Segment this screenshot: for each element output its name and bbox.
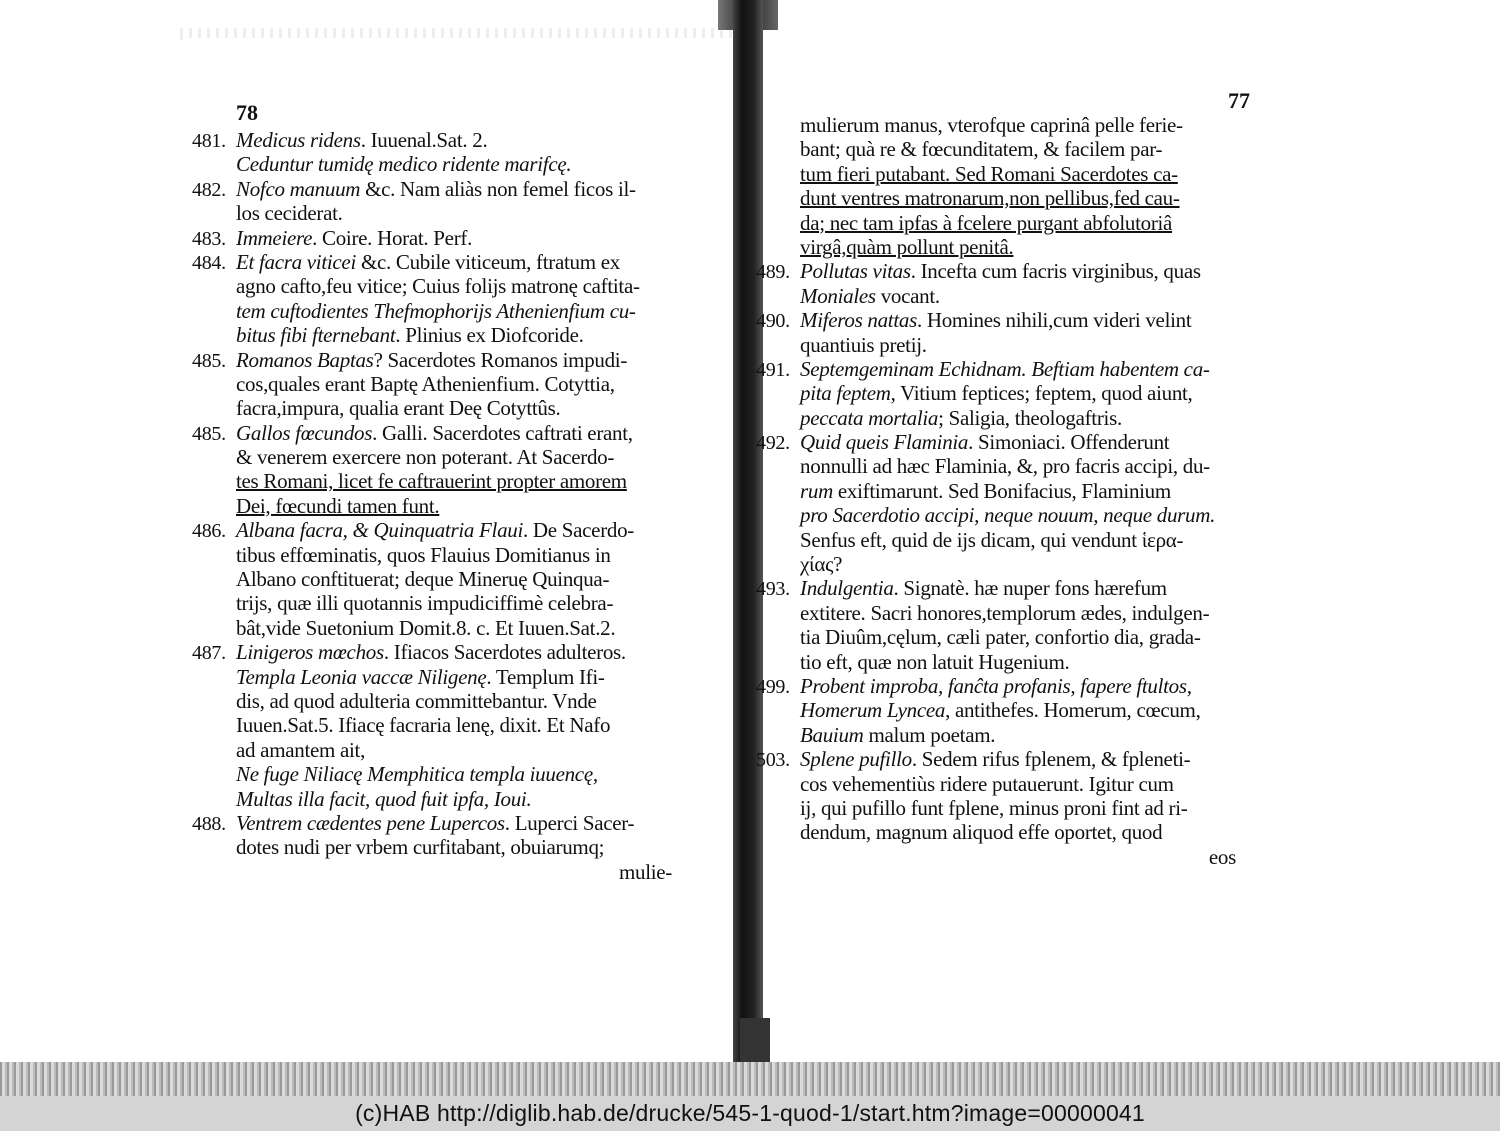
- lemma-italic: Albana facra, & Quinquatria Flaui: [236, 518, 524, 543]
- text-line: [756, 333, 1276, 357]
- text-line: [756, 674, 1276, 698]
- line-text: . Ifiacos Sacerdotes adulteros.: [383, 640, 626, 665]
- text-line: [756, 772, 1276, 796]
- line-text: & venerem exercere non poterant. At Sacerdo-: [236, 445, 615, 470]
- left-page-number: 78: [236, 100, 258, 125]
- text-line: [756, 576, 1276, 600]
- lemma-italic: Pollutas vitas: [800, 259, 911, 284]
- text-line: [756, 406, 1276, 430]
- lemma-italic: Linigeros mœchos: [236, 640, 384, 665]
- lemma-italic: Bauium: [800, 722, 864, 747]
- text-line: [192, 787, 712, 811]
- text-line: [756, 211, 1276, 235]
- line-text: Dei, fœcundi tamen funt.: [236, 493, 440, 518]
- right-page-number: 77: [1228, 88, 1250, 113]
- line-text: agno cafto,feu vitice; Cuius folijs matronę caftita-: [236, 274, 640, 299]
- text-line: [756, 162, 1276, 186]
- text-line: [192, 567, 712, 591]
- text-line: [756, 284, 1276, 308]
- text-line: [756, 723, 1276, 747]
- right-text-column: [756, 113, 1276, 869]
- text-line: [756, 259, 1276, 283]
- line-text: da; nec tam ipfas à fcelere purgant abfolutoriâ: [800, 210, 1173, 235]
- text-line: [756, 113, 1276, 137]
- line-text: nonnulli ad hæc Flaminia, &, pro facris accipi, du-: [800, 454, 1210, 479]
- text-line: [192, 323, 712, 347]
- line-text: cos vehementiùs ridere putauerunt. Igitur cum: [800, 771, 1174, 796]
- line-text: . De Sacerdo-: [523, 518, 634, 543]
- lemma-italic: Septemgeminam Echidnam. Beftiam habentem ca-: [800, 356, 1210, 381]
- lemma-italic: Nofco manuum: [236, 176, 361, 201]
- text-line: [192, 177, 712, 201]
- lemma-italic: Templa Leonia vaccæ Niligenę: [236, 664, 487, 689]
- note-number: 493.: [756, 578, 790, 601]
- note-number: 492.: [756, 432, 790, 455]
- note-number: 499.: [756, 675, 790, 698]
- lemma-italic: Romanos Baptas: [236, 347, 374, 372]
- line-text: Iuuen.Sat.5. Ifiacę facraria lenę, dixit. Et Nafo: [236, 713, 611, 738]
- text-line: [756, 186, 1276, 210]
- line-text: dunt ventres matronarum,non pellibus,fed cau-: [800, 186, 1180, 211]
- text-line: [192, 348, 712, 372]
- note-number: 481.: [192, 130, 226, 152]
- text-line: [756, 308, 1276, 332]
- line-text: . Templum Ifi-: [486, 664, 605, 689]
- lemma-italic: Probent improba, fanĉta profanis, fapere ftultos,: [800, 673, 1192, 698]
- line-text: facra,impura, qualia erant Deę Cotyttûs.: [236, 396, 561, 421]
- text-line: [192, 616, 712, 640]
- text-line: [192, 591, 712, 615]
- lemma-italic: Ventrem cædentes pene Lupercos: [236, 810, 505, 835]
- lemma-italic: pro Sacerdotio accipi, neque nouum, neque durum.: [800, 503, 1216, 528]
- text-line: [192, 762, 712, 786]
- line-text: . Iuuenal.Sat. 2.: [360, 128, 488, 152]
- scan-bottom-edge: [0, 1062, 1500, 1096]
- text-line: [756, 235, 1276, 259]
- lemma-italic: Et facra viticei: [236, 249, 356, 274]
- line-text: mulierum manus, vterofque caprinâ pelle ferie-: [800, 113, 1183, 137]
- text-line: [756, 796, 1276, 820]
- text-line: [756, 552, 1276, 576]
- line-text: ij, qui pufillo funt fplene, minus proni fint ad ri-: [800, 795, 1188, 820]
- line-text: ? Sacerdotes Romanos impudi-: [373, 347, 628, 372]
- note-number: 483.: [192, 227, 226, 250]
- footer-bar: [0, 1096, 1500, 1131]
- lemma-italic: Moniales: [800, 283, 876, 308]
- line-text: . Sedem rifus fplenem, & fpleneti-: [911, 747, 1191, 772]
- note-number: 490.: [756, 310, 790, 333]
- line-text: cos,quales erant Baptę Athenienfium. Cotyttia,: [236, 371, 615, 396]
- text-line: [192, 835, 712, 859]
- line-text: trijs, quæ illi quotannis impudiciffimè celebra-: [236, 591, 614, 616]
- lemma-italic: pita feptem: [800, 381, 891, 406]
- lemma-italic: Ne fuge Niliacę Memphitica templa iuuencę,: [236, 762, 598, 787]
- line-text: . Homines nihili,cum videri velint: [916, 308, 1192, 333]
- text-line: [192, 518, 712, 542]
- line-text: virgâ,quàm pollunt penitâ.: [800, 234, 1014, 259]
- text-line: [192, 250, 712, 274]
- line-text: ; Saligia, theologaftris.: [938, 405, 1122, 430]
- lemma-italic: Splene pufillo: [800, 747, 912, 772]
- text-line: [192, 738, 712, 762]
- line-text: vocant.: [875, 283, 940, 308]
- line-text: dotes nudi per vrbem curfitabant, obuiarumq;: [236, 835, 605, 860]
- line-text: χίας?: [800, 552, 843, 577]
- note-number: 491.: [756, 358, 790, 381]
- text-line: [756, 528, 1276, 552]
- text-line: [756, 357, 1276, 381]
- text-line: [756, 698, 1276, 722]
- text-line: [192, 299, 712, 323]
- line-text: . Luperci Sacer-: [504, 810, 635, 835]
- note-number: 489.: [756, 261, 790, 284]
- line-text: . Galli. Sacerdotes caftrati erant,: [372, 420, 633, 445]
- note-number: 486.: [192, 520, 226, 543]
- lemma-italic: Immeiere: [236, 225, 313, 250]
- line-text: tibus effœminatis, quos Flauius Domitianus in: [236, 542, 611, 567]
- text-line: [756, 601, 1276, 625]
- left-text-column: [192, 128, 712, 884]
- text-line: [756, 650, 1276, 674]
- text-line: [192, 396, 712, 420]
- line-text: . Incefta cum facris virginibus, quas: [910, 259, 1201, 284]
- text-line: [192, 469, 712, 493]
- note-number: 484.: [192, 251, 226, 274]
- text-line: [756, 479, 1276, 503]
- text-line: [192, 811, 712, 835]
- note-number: 488.: [192, 812, 226, 835]
- text-line: [192, 421, 712, 445]
- line-text: exiftimarunt. Sed Bonifacius, Flaminium: [832, 478, 1171, 503]
- line-text: malum poetam.: [863, 722, 996, 747]
- lemma-italic: bitus fibi fternebant: [236, 323, 396, 348]
- lemma-italic: Miferos nattas: [800, 308, 917, 333]
- line-text: , Vitium feptices; feptem, quod aiunt,: [890, 381, 1193, 406]
- line-text: dendum, magnum aliquod effe oportet, quod: [800, 820, 1163, 845]
- lemma-italic: Ceduntur tumidę medico ridente marifcę.: [236, 152, 572, 177]
- text-line: [756, 454, 1276, 478]
- line-text: &c. Nam aliàs non femel ficos il-: [360, 176, 636, 201]
- line-text: tes Romani, licet fe caftrauerint propter amorem: [236, 469, 627, 494]
- line-text: bât,vide Suetonium Domit.8. c. Et Iuuen.Sat.2.: [236, 615, 616, 640]
- text-line: [192, 274, 712, 298]
- line-text: dis, ad quod adulteria committebantur. Vnde: [236, 688, 597, 713]
- line-text: &c. Cubile viticeum, ftratum ex: [356, 249, 620, 274]
- text-line: [192, 152, 712, 176]
- lemma-italic: rum: [800, 478, 833, 503]
- note-number: 485.: [192, 349, 226, 372]
- line-text: extitere. Sacri honores,templorum ædes, indulgen-: [800, 600, 1210, 625]
- catchword: eos: [1208, 844, 1236, 869]
- footer-url[interactable]: (c)HAB http://diglib.hab.de/drucke/545-1-quod-1/start.htm?image=00000041: [355, 1100, 1145, 1126]
- text-line: [756, 503, 1276, 527]
- text-line: [192, 543, 712, 567]
- lemma-italic: tem cuftodientes Thefmophorijs Athenienfium cu-: [236, 298, 636, 323]
- line-text: , antithefes. Homerum, cœcum,: [945, 698, 1201, 723]
- lemma-italic: Multas illa facit, quod fuit ipfa, Ioui.: [236, 786, 532, 811]
- text-line: [756, 820, 1276, 844]
- text-line: [756, 137, 1276, 161]
- line-text: los ceciderat.: [236, 201, 343, 226]
- line-text: bant; quà re & fœcunditatem, & facilem par-: [800, 137, 1163, 162]
- lemma-italic: peccata mortalia: [800, 405, 939, 430]
- text-line: [756, 747, 1276, 771]
- lemma-italic: Medicus ridens: [236, 128, 361, 152]
- text-line: [192, 665, 712, 689]
- text-line: [192, 128, 712, 152]
- lemma-italic: Indulgentia: [800, 576, 894, 601]
- binding-bottom: [740, 1018, 770, 1068]
- line-text: . Coire. Horat. Perf.: [312, 225, 473, 250]
- line-text: tio eft, quæ non latuit Hugenium.: [800, 649, 1070, 674]
- text-line: [192, 372, 712, 396]
- text-line: [756, 625, 1276, 649]
- text-line: [192, 226, 712, 250]
- line-text: ad amantem ait,: [236, 737, 366, 762]
- note-number: 487.: [192, 642, 226, 665]
- text-line: [192, 713, 712, 737]
- line-text: Albano conftituerat; deque Mineruę Quinqua-: [236, 567, 610, 592]
- line-text: tum fieri putabant. Sed Romani Sacerdotes ca-: [800, 161, 1178, 186]
- text-line: [192, 640, 712, 664]
- lemma-italic: Gallos fœcundos: [236, 420, 373, 445]
- text-line: [192, 445, 712, 469]
- note-number: 503.: [756, 749, 790, 772]
- line-text: tia Diuûm,cęlum, cæli pater, confortio dia, grada-: [800, 625, 1201, 650]
- line-text: quantiuis pretij.: [800, 332, 927, 357]
- line-text: . Simoniaci. Offenderunt: [968, 430, 1170, 455]
- note-number: 485.: [192, 422, 226, 445]
- lemma-italic: Homerum Lyncea: [800, 698, 946, 723]
- text-line: [756, 381, 1276, 405]
- text-line: [192, 494, 712, 518]
- text-line: [192, 689, 712, 713]
- catchword: mulie-: [618, 859, 672, 884]
- text-line: [756, 430, 1276, 454]
- note-number: 482.: [192, 178, 226, 201]
- line-text: . Plinius ex Diofcoride.: [395, 323, 584, 348]
- line-text: Senfus eft, quid de ijs dicam, qui vendunt ἱερα-: [800, 527, 1184, 552]
- text-line: [192, 201, 712, 225]
- lemma-italic: Quid queis Flaminia: [800, 430, 969, 455]
- line-text: . Signatè. hæ nuper fons hærefum: [893, 576, 1167, 601]
